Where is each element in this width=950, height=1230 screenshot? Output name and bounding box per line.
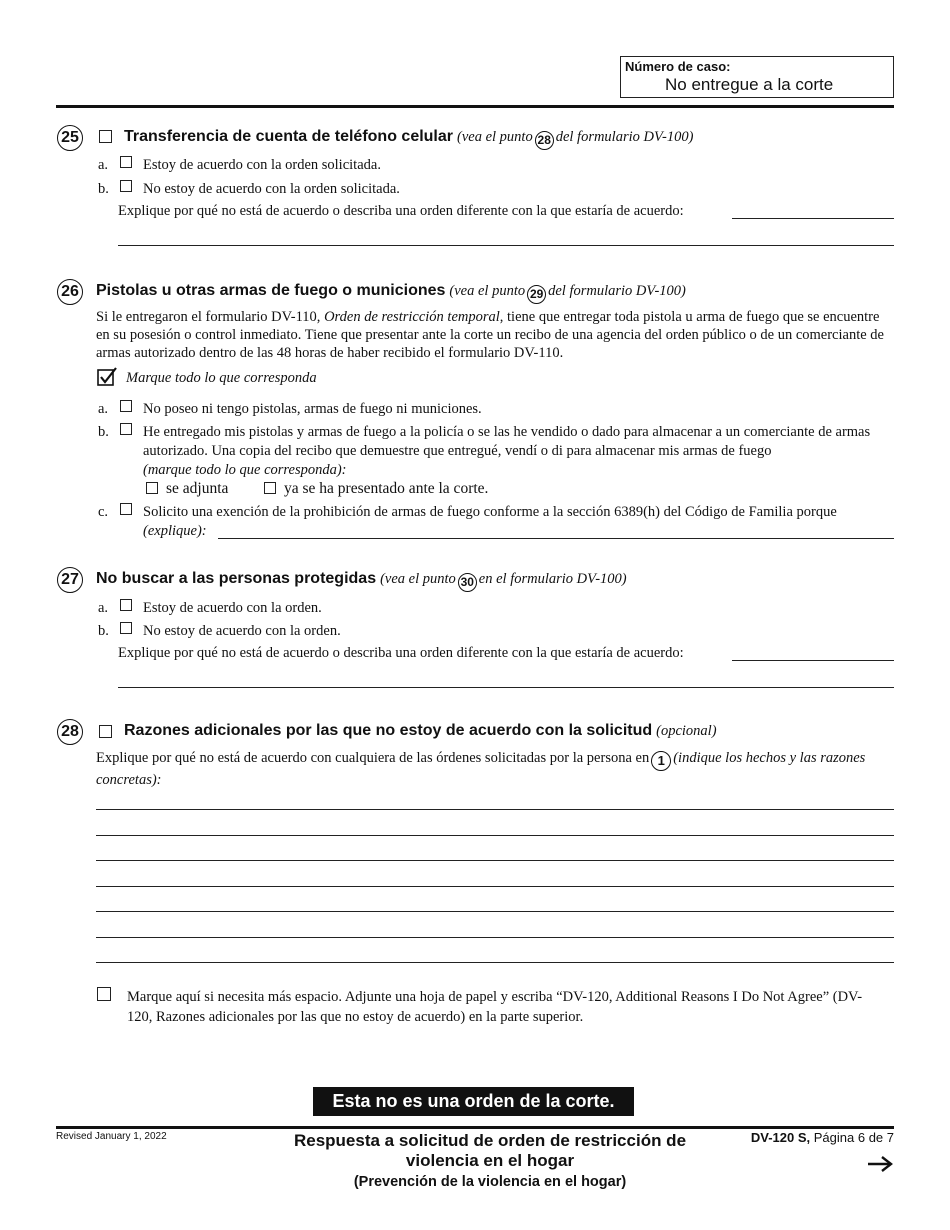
form-title-line2: violencia en el hogar (405, 1151, 575, 1170)
item-25-ref-post: del formulario DV-100) (555, 129, 694, 145)
page-indicator (751, 1130, 894, 1145)
item-27-ref-pre: (vea el punto (380, 571, 456, 587)
item-26c-answer-line[interactable] (218, 538, 894, 539)
item-26a-text: No poseo ni tengo pistolas, armas de fuego ni municiones. (143, 401, 482, 417)
item-26b-option1-label: se adjunta (166, 480, 229, 497)
item-26a-checkbox[interactable] (120, 400, 132, 412)
item-26b-letter: b. (98, 424, 109, 440)
item-25-explain: Explique por qué no está de acuerdo o describa una orden diferente con la que estaría de acuerdo: (118, 203, 684, 219)
item-28-explain-text: Explique por qué no está de acuerdo con cualquiera de las órdenes solicitadas por la persona en (96, 750, 650, 766)
item-25b-text: No estoy de acuerdo con la orden solicitada. (143, 181, 400, 197)
case-number-box (620, 56, 894, 98)
revised-date: Revised January 1, 2022 (56, 1131, 167, 1142)
item-25-answer-line-2[interactable] (118, 245, 894, 246)
item-28-answer-line-1[interactable] (96, 809, 894, 810)
item-28-answer-line-3[interactable] (96, 860, 894, 861)
header-rule (56, 105, 894, 108)
item-28-title-optional: (opcional) (656, 723, 717, 739)
footer-rule (56, 1126, 894, 1129)
item-27b-text: No estoy de acuerdo con la orden. (143, 623, 341, 639)
item-26c-text: Solicito una exención de la prohibición de armas de fuego conforme a la sección 6389(h) del Código de Familia porque (143, 504, 837, 520)
item-26b-text: He entregado mis pistolas y armas de fuego a la policía o se las he vendido o dado para almacenar a un comerciante de armas autorizado. Una copia del recibo que demuestre que entregué, vendí o di para almacenar mis armas de fuego (143, 424, 871, 459)
item-27-answer-line-1[interactable] (732, 660, 894, 661)
item-28-heading (124, 722, 717, 740)
form-id: DV-120 S, (750, 1130, 811, 1145)
item-27a-text: Estoy de acuerdo con la orden. (143, 600, 322, 616)
item-28-explain-italic: (indique los hechos y las razones concretas): (96, 750, 866, 788)
item-26b-checkbox[interactable] (120, 423, 132, 435)
item-26c-explain-label: (explique): (143, 523, 207, 539)
item-27-answer-line-2[interactable] (118, 687, 894, 688)
item-26c-checkbox[interactable] (120, 503, 132, 515)
item-25-title: Transferencia de cuenta de teléfono celular (124, 128, 453, 145)
item-26-ref-pre: (vea el punto (449, 283, 526, 299)
item-26-intro-part2: , tiene que entregar toda pistola u arma de fuego que se encuentre en su posesión o control inmediato. Tiene que presentar ante la corte un recibo de una agencia del orden público o de un comerciante de armas autorizado dentro de las 48 horas de haber recibido el formulario DV-110. (96, 309, 884, 361)
item-26c-letter: c. (98, 504, 109, 520)
case-number-value[interactable]: No entregue a la corte (665, 75, 834, 94)
item-25-ref-pre: (vea el punto (457, 129, 533, 145)
item-25b-checkbox[interactable] (120, 180, 132, 192)
item-28-ref-number: 1 (651, 751, 671, 771)
item-28-checkbox[interactable] (99, 725, 112, 738)
item-27a-letter: a. (98, 600, 109, 616)
item-26a-letter: a. (98, 401, 109, 417)
item-27-explain: Explique por qué no está de acuerdo o describa una orden diferente con la que estaría de acuerdo: (118, 645, 684, 661)
form-title (260, 1130, 720, 1193)
item-27-heading (96, 570, 627, 592)
case-number-label: Número de caso: (625, 59, 731, 74)
item-26-intro (96, 308, 894, 362)
item-25a-letter: a. (98, 157, 109, 173)
item-26-checkmark-icon (97, 367, 117, 387)
item-26b-instruction: (marque todo lo que corresponda): (143, 462, 347, 478)
item-28-answer-line-6[interactable] (96, 937, 894, 938)
item-26b-option1-checkbox[interactable] (146, 482, 158, 494)
item-28-explain (96, 749, 894, 789)
form-subtitle: (Prevención de la violencia en el hogar) (353, 1174, 627, 1190)
item-28-answer-line-7[interactable] (96, 962, 894, 963)
more-space-text: Marque aquí si necesita más espacio. Adjunte una hoja de papel y escriba “DV-120, Additional Reasons I Do Not Agree” (DV-120, Razones adicionales por las que no estoy de acuerdo) en la parte superior. (127, 989, 863, 1025)
form-title-line1: Respuesta a solicitud de orden de restricción de (293, 1131, 687, 1150)
item-28-answer-line-2[interactable] (96, 835, 894, 836)
item-26-intro-part1: Si le entregaron el formulario DV-110, (96, 309, 321, 325)
item-27-ref-number: 30 (458, 573, 477, 592)
item-number-27: 27 (57, 567, 83, 593)
item-26-heading (96, 282, 686, 304)
more-space-checkbox[interactable] (97, 987, 111, 1001)
item-28-answer-line-5[interactable] (96, 911, 894, 912)
item-26b-option2-checkbox[interactable] (264, 482, 276, 494)
page-info: Página 6 de 7 (813, 1130, 894, 1145)
item-28-title: Razones adicionales por las que no estoy de acuerdo con la solicitud (124, 722, 653, 739)
not-court-order-banner: Esta no es una orden de la corte. (313, 1087, 634, 1116)
item-25b-letter: b. (98, 181, 109, 197)
item-25-ref-number: 28 (535, 131, 554, 150)
item-25a-text: Estoy de acuerdo con la orden solicitada. (143, 157, 381, 173)
item-number-28: 28 (57, 719, 83, 745)
item-26b-option2-label: ya se ha presentado ante la corte. (284, 480, 489, 497)
item-27b-checkbox[interactable] (120, 622, 132, 634)
item-number-25: 25 (57, 125, 83, 151)
item-number-26: 26 (57, 279, 83, 305)
item-27-ref-post: en el formulario DV-100) (478, 571, 627, 587)
item-25-heading (124, 128, 693, 150)
item-28-answer-line-4[interactable] (96, 886, 894, 887)
next-page-arrow-icon (866, 1154, 894, 1174)
item-26-intro-form-name: Orden de restricción temporal (324, 309, 500, 325)
item-27-title: No buscar a las personas protegidas (96, 570, 377, 587)
item-26b-body (143, 423, 883, 480)
item-26-ref-post: del formulario DV-100) (548, 283, 686, 299)
item-25-answer-line-1[interactable] (732, 218, 894, 219)
item-26-title: Pistolas u otras armas de fuego o municiones (96, 282, 446, 299)
item-26-ref-number: 29 (527, 285, 546, 304)
item-25-checkbox[interactable] (99, 130, 112, 143)
item-27b-letter: b. (98, 623, 109, 639)
item-27a-checkbox[interactable] (120, 599, 132, 611)
item-26-check-all: Marque todo lo que corresponda (126, 370, 317, 386)
item-25a-checkbox[interactable] (120, 156, 132, 168)
